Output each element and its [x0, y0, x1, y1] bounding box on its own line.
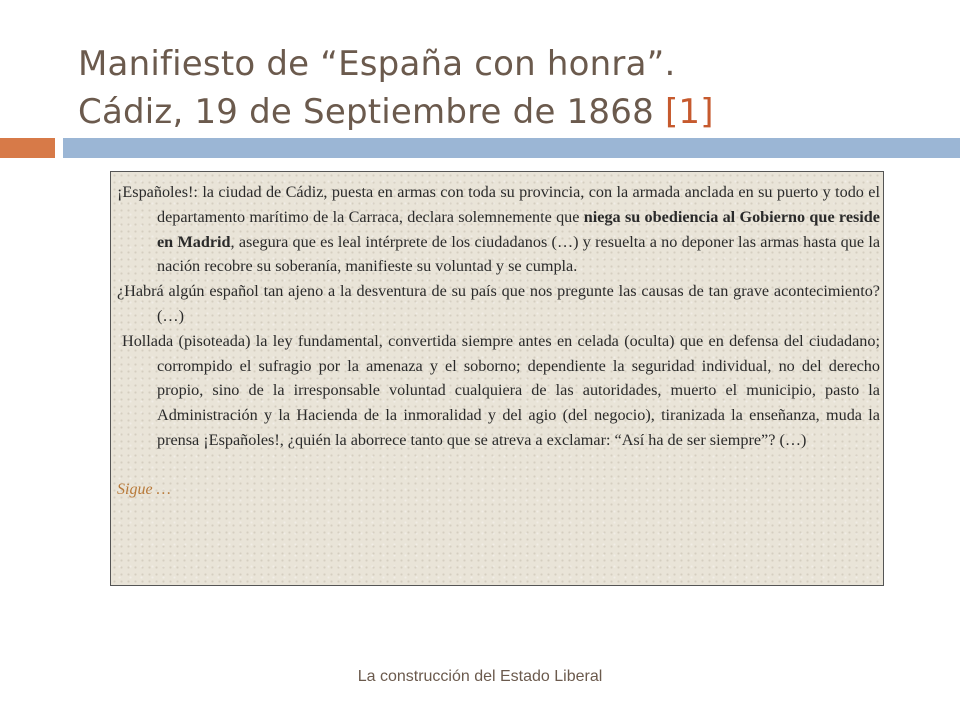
slide-footer: La construcción del Estado Liberal — [357, 668, 603, 685]
quote-paragraph-1 — [117, 180, 880, 279]
quote-paragraph-2: ¿Habrá algún español tan ajeno a la desventura de su país que nos pregunte las causas de tan grave acontecimiento? (…) — [117, 282, 880, 325]
manifesto-quote-box — [110, 171, 884, 586]
title-underline-bar — [63, 138, 960, 158]
title-line-1: Manifiesto de “España con honra”. — [78, 44, 676, 84]
footnote-reference[interactable]: [1] — [664, 92, 714, 132]
accent-bar — [0, 138, 55, 158]
title-date: Cádiz, 19 de Septiembre de 1868 — [78, 92, 665, 132]
continue-link[interactable]: Sigue … — [117, 480, 171, 498]
quote-paragraph-3: Hollada (pisoteada) la ley fundamental, convertida siempre antes en celada (oculta) que en defensa del ciudadano; corrompido el sufragio por la amenaza y el soborno; dependiente la seguridad individual, no del derecho propio, sino de la irresponsable voluntad cualquiera de las autoridades, muerto el municipio, pasto la Administración y la Hacienda de la inmoralidad y del agio (del negocio), tiranizada la enseñanza, muda la prensa ¡Españoles!, ¿quién la aborrece tanto que se atreva a exclamar: “Así ha de ser siempre”? (…) — [122, 331, 880, 449]
quote-p1-end: , asegura que es leal intérprete de los ciudadanos (…) y resuelta a no deponer las armas hasta que la nación recobre su soberanía, manifieste su voluntad y se cumpla. — [157, 232, 880, 276]
quote-p1-emphasis: niega su obediencia al Gobierno que reside en Madrid — [157, 207, 880, 251]
quote-p1-start: ¡Españoles!: la ciudad de Cádiz, puesta en armas con toda su provincia, con la armada anclada en su puerto y todo el departamento marítimo de la Carraca, declara solemnemente que — [117, 183, 880, 226]
title-line-2 — [78, 88, 938, 136]
slide-title — [78, 40, 938, 136]
